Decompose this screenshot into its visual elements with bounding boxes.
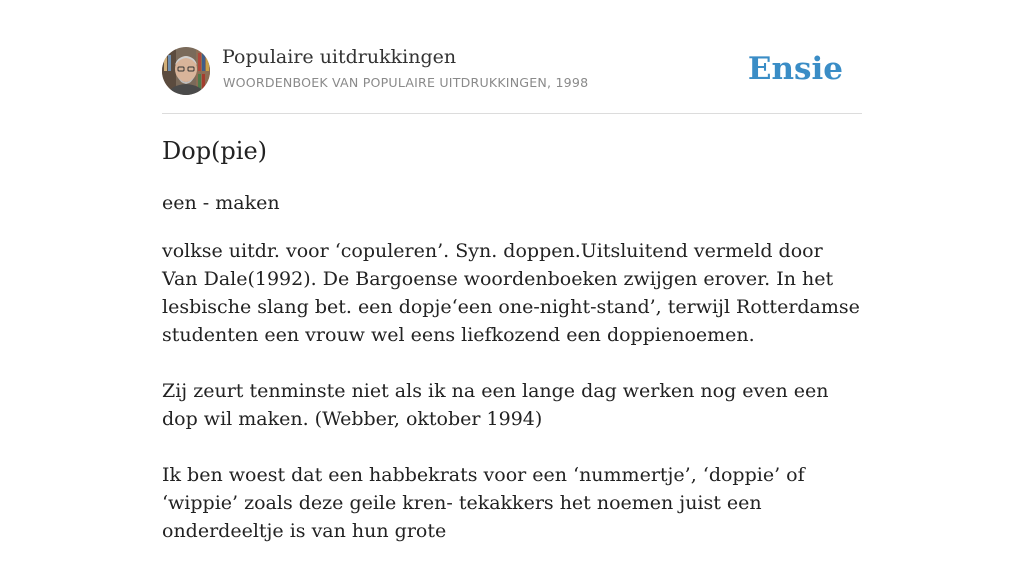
entry-paragraph: volkse uitdr. voor ‘copuleren’. Syn. doppen.Uitsluitend vermeld door Van Dale(1992). De Bargoense woordenboeken zwijgen erover. In het lesbische slang bet. een dopje‘een one-night-stand’, terwijl Rotterdamse studenten een vrouw wel eens liefkozend een doppienoemen. — [162, 240, 860, 346]
avatar[interactable] — [162, 47, 210, 95]
entry-title: Dop(pie) — [162, 137, 268, 165]
ensie-logo[interactable]: Ensie — [747, 51, 843, 87]
entry-subtitle: een - maken — [162, 192, 280, 214]
avatar-portrait-icon — [162, 47, 210, 95]
entry-body — [162, 237, 862, 573]
source-subtitle: WOORDENBOEK VAN POPULAIRE UITDRUKKINGEN, 1998 — [223, 75, 589, 90]
page-container — [162, 0, 862, 542]
entry-paragraph: Zij zeurt tenminste niet als ik na een lange dag werken nog even een dop wil maken. (Webber, oktober 1994) — [162, 380, 829, 430]
entry-paragraph: Ik ben woest dat een habbekrats voor een ‘nummertje’, ‘doppie’ of ‘wippie’ zoals deze geile kren- tekakkers het noemen juist een onderdeeltje is van hun grote — [162, 464, 805, 542]
source-header — [162, 0, 862, 114]
source-title[interactable]: Populaire uitdrukkingen — [222, 46, 457, 68]
